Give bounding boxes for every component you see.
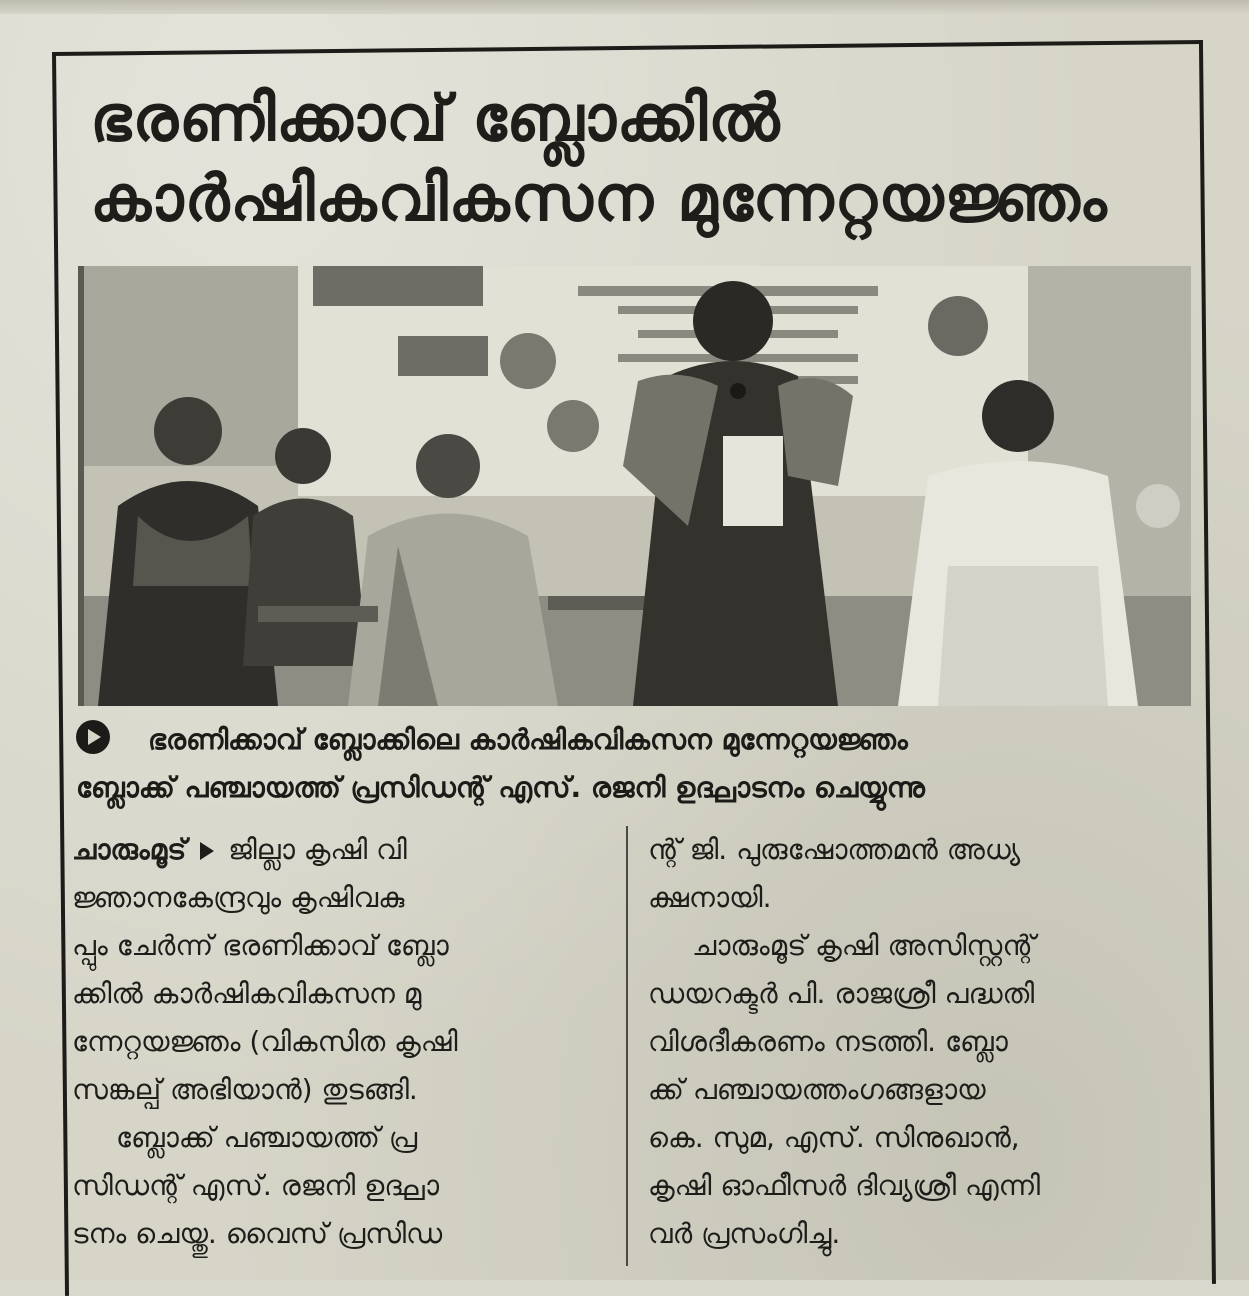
article-line: കൃഷി ഓഫീസർ ദിവ്യശ്രീ എന്നി bbox=[648, 1169, 1041, 1202]
caption-line-2: ബ്ലോക്ക് പഞ്ചായത്ത് പ്രസിഡന്റ് എസ്. രജനി ഉദ്ഘാടനം ചെയ്യുന്നു bbox=[76, 771, 925, 804]
article-line: സങ്കല്പ് അഭിയാൻ) തുടങ്ങി. bbox=[72, 1073, 418, 1106]
article-line: ന്നേറ്റയജ്ഞം (വികസിത കൃഷി bbox=[72, 1025, 458, 1058]
article-line: ന്റ് ജി. പുരുഷോത്തമൻ അധ്യ bbox=[648, 833, 1021, 866]
news-photo bbox=[78, 266, 1191, 706]
news-photo-icon bbox=[78, 266, 1191, 706]
article-line: ചാരുംമൂട് കൃഷി അസിസ്റ്റന്റ് bbox=[692, 929, 1036, 962]
article-line: വിശദീകരണം നടത്തി. ബ്ലോ bbox=[648, 1025, 1008, 1058]
article-line: ക്ഷനായി. bbox=[648, 881, 772, 914]
article-line: ബ്ലോക്ക് പഞ്ചായത്ത് പ്ര bbox=[116, 1121, 418, 1154]
article-line: ക്ക് പഞ്ചായത്തംഗങ്ങളായ bbox=[648, 1073, 986, 1106]
arrow-right-icon bbox=[200, 842, 214, 860]
article-line: കെ. സുമ, എസ്. സിനുഖാൻ, bbox=[648, 1121, 1020, 1154]
article-line: വർ പ്രസംഗിച്ചു. bbox=[648, 1217, 841, 1250]
article-line bbox=[72, 826, 612, 874]
article-line: ടനം ചെയ്തു. വൈസ് പ്രസിഡ bbox=[72, 1217, 443, 1250]
previous-article-edge bbox=[0, 0, 1249, 14]
dateline: ചാരുംമൂട് bbox=[72, 833, 187, 866]
play-circle-icon bbox=[76, 720, 110, 754]
article-left-column bbox=[72, 826, 612, 1258]
article-line: പ്പും ചേർന്ന് ഭരണിക്കാവ് ബ്ലോ bbox=[72, 929, 449, 962]
caption-line-1: ഭരണിക്കാവ് ബ്ലോക്കിലെ കാർഷികവികസന മുന്നേറ്റയജ്ഞം bbox=[148, 723, 908, 756]
article-line: സിഡന്റ് എസ്. രജനി ഉദ്ഘാ bbox=[72, 1169, 440, 1202]
article-text: ജില്ലാ കൃഷി വി bbox=[228, 833, 407, 866]
article-line: ക്കിൽ കാർഷികവികസന മു bbox=[72, 977, 422, 1010]
article-right-column bbox=[648, 826, 1188, 1258]
article-line: ജ്ഞാനകേന്ദ്രവും കൃഷിവകു bbox=[72, 881, 405, 914]
article-line: ഡയറക്ടർ പി. രാജശ്രീ പദ്ധതി bbox=[648, 977, 1035, 1010]
headline-line-1: ഭരണിക്കാവ് ബ്ലോക്കിൽ bbox=[90, 82, 781, 156]
column-divider bbox=[626, 826, 628, 1266]
headline-line-2: കാർഷികവികസന മുന്നേറ്റയജ്ഞം bbox=[90, 162, 1108, 236]
